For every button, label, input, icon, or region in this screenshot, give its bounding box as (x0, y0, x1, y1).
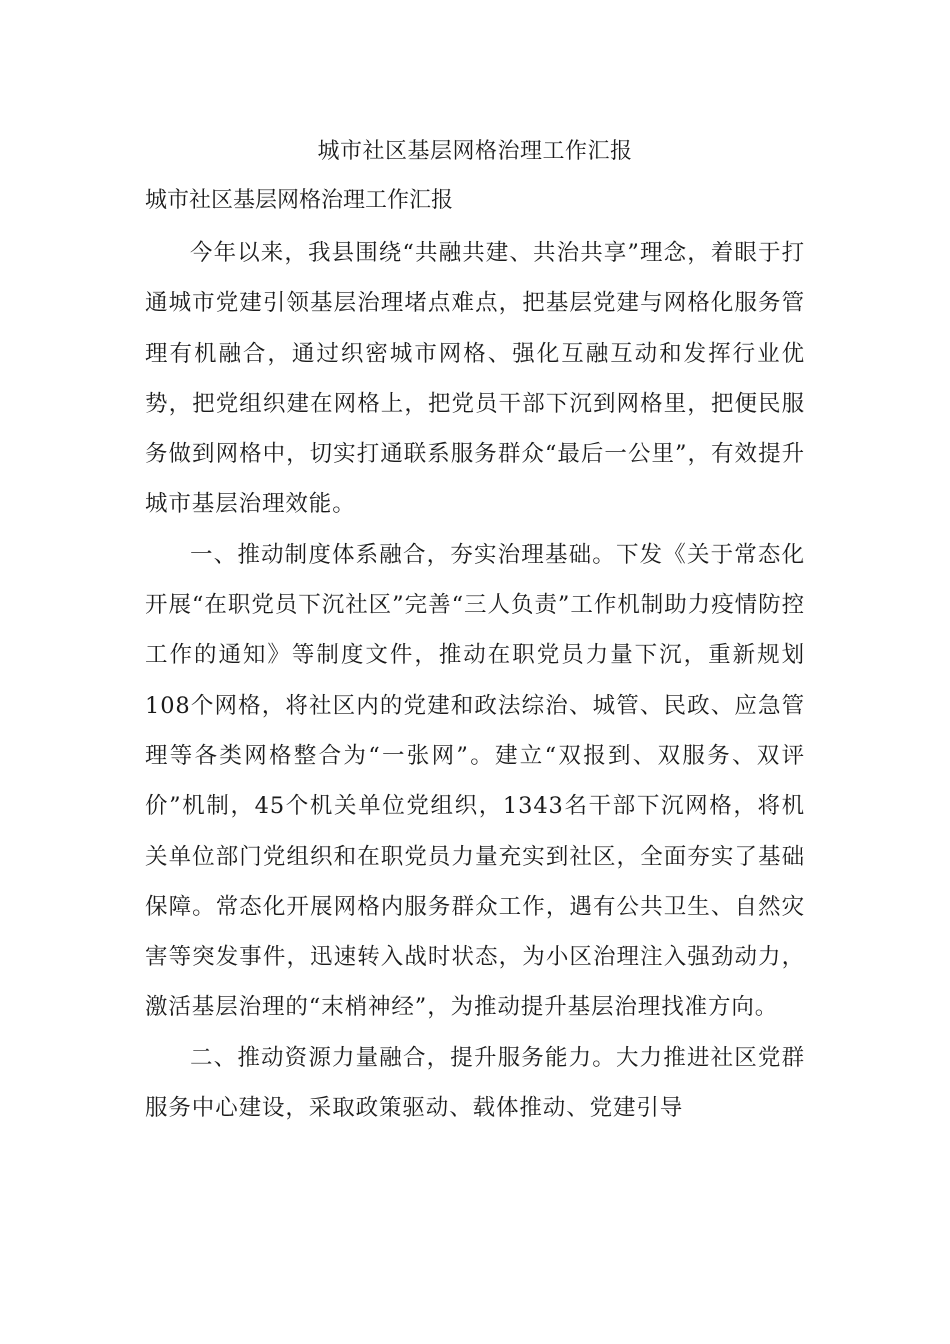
document-title: 城市社区基层网格治理工作汇报 (317, 139, 633, 164)
paragraph-section-1: 一、推动制度体系融合，夯实治理基础。下发《关于常态化开展“在职党员下沉社区”完善“三人负责”工作机制助力疫情防控工作的通知》等制度文件，推动在职党员力量下沉，重新规划108个网格，将社区内的党建和政法综治、城管、民政、应急管理等各类网格整合为“一张网”。建立“双报到、双服务、双评价”机制，45个机关单位党组织，1343名干部下沉网格，将机关单位部门党组织和在职党员力量充实到社区，全面夯实了基础保障。常态化开展网格内服务群众工作，遇有公共卫生、自然灾害等突发事件，迅速转入战时状态，为小区治理注入强劲动力，激活基层治理的“末梢神经”，为推动提升基层治理找准方向。 (145, 541, 805, 1021)
document-body (145, 228, 805, 1133)
paragraph-section-2: 二、推动资源力量融合，提升服务能力。大力推进社区党群服务中心建设，采取政策驱动、载体推动、党建引导 (145, 1044, 805, 1122)
document-subtitle: 城市社区基层网格治理工作汇报 (145, 188, 454, 213)
paragraph-intro: 今年以来，我县围绕“共融共建、共治共享”理念，着眼于打通城市党建引领基层治理堵点难点，把基层党建与网格化服务管理有机融合，通过织密城市网格、强化互融互动和发挥行业优势，把党组织建在网格上，把党员干部下沉到网格里，把便民服务做到网格中，切实打通联系服务群众“最后一公里”，有效提升城市基层治理效能。 (145, 240, 805, 518)
